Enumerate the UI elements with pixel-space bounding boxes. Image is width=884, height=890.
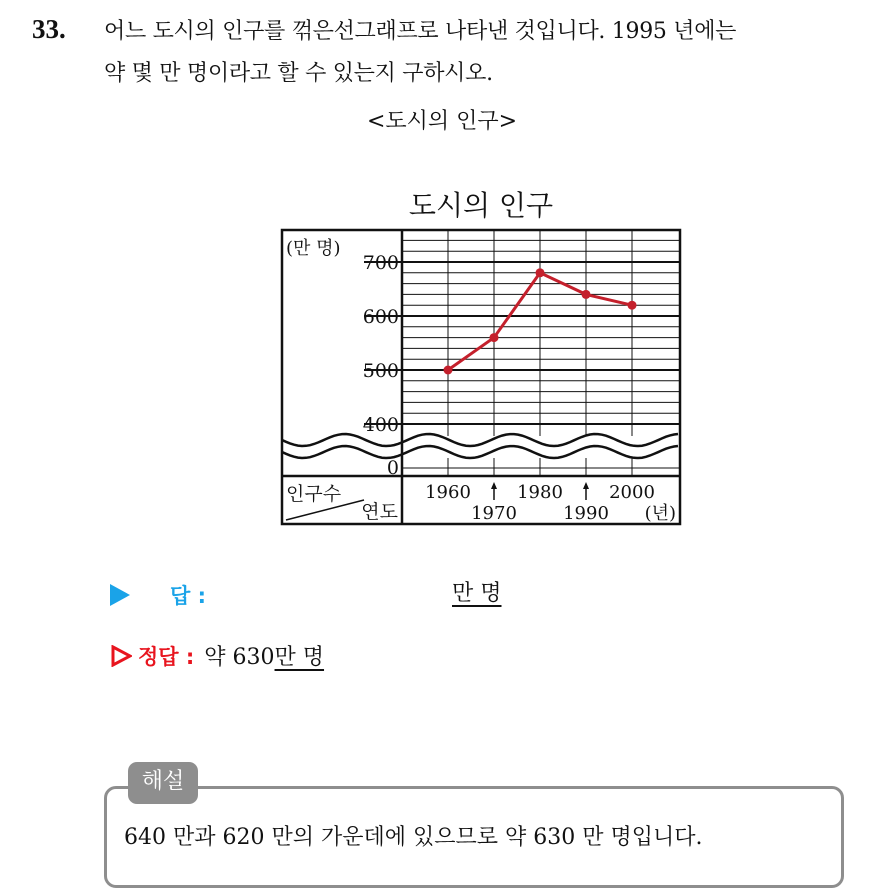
y-unit-label: (만 명) xyxy=(286,238,341,259)
question-text-line1: 어느 도시의 인구를 꺾은선그래프로 나타낸 것입니다. 1995 년에는 xyxy=(104,19,737,44)
x-tick-label: 1960 xyxy=(425,482,471,503)
explanation-tag: 해설 xyxy=(128,762,198,804)
x-unit-label: (년) xyxy=(644,503,676,524)
question-number: 33. xyxy=(32,14,66,44)
x-tick-label: 1970 xyxy=(471,503,517,524)
correct-answer-label: 정답 : xyxy=(138,644,195,669)
answer-row xyxy=(110,580,206,610)
outline-triangle-icon xyxy=(110,645,132,667)
x-tick-label: 2000 xyxy=(609,482,655,503)
explanation-text: 640 만과 620 만의 가운데에 있으므로 약 630 만 명입니다. xyxy=(124,825,703,850)
axis-break-waves xyxy=(282,434,679,458)
data-point xyxy=(490,333,499,342)
data-point xyxy=(582,290,591,299)
corner-label-left: 인구수 xyxy=(286,483,342,505)
corner-label-right: 연도 xyxy=(361,501,398,523)
correct-answer-row xyxy=(110,640,324,671)
y-tick-label: 600 xyxy=(362,306,399,328)
x-tick-arrowhead xyxy=(491,482,497,489)
data-point xyxy=(536,268,545,277)
chart-frame xyxy=(282,230,680,524)
x-tick-arrowhead xyxy=(583,482,589,489)
y-tick-label: 0 xyxy=(386,457,399,479)
answer-label: 답 : xyxy=(170,584,206,608)
data-point xyxy=(444,366,453,375)
y-tick-label: 500 xyxy=(362,360,399,382)
data-point xyxy=(628,301,637,310)
chart-title: 도시의 인구 xyxy=(408,189,554,222)
correct-answer-value xyxy=(204,640,324,671)
play-triangle-icon xyxy=(110,584,130,606)
chart-border xyxy=(282,230,680,524)
correct-answer-number: 약 630 xyxy=(204,645,275,670)
x-tick-label: 1980 xyxy=(517,482,563,503)
y-tick-label: 400 xyxy=(362,414,399,436)
x-tick-label: 1990 xyxy=(563,503,609,524)
question-text-line2: 약 몇 만 명이라고 할 수 있는지 구하시오. xyxy=(104,61,493,86)
correct-answer-unit: 만 명 xyxy=(274,645,325,670)
y-tick-label: 700 xyxy=(362,252,399,274)
answer-unit: 만 명 xyxy=(452,581,502,606)
chart-caption: <도시의 인구> xyxy=(366,109,518,134)
population-line-chart xyxy=(280,228,682,528)
